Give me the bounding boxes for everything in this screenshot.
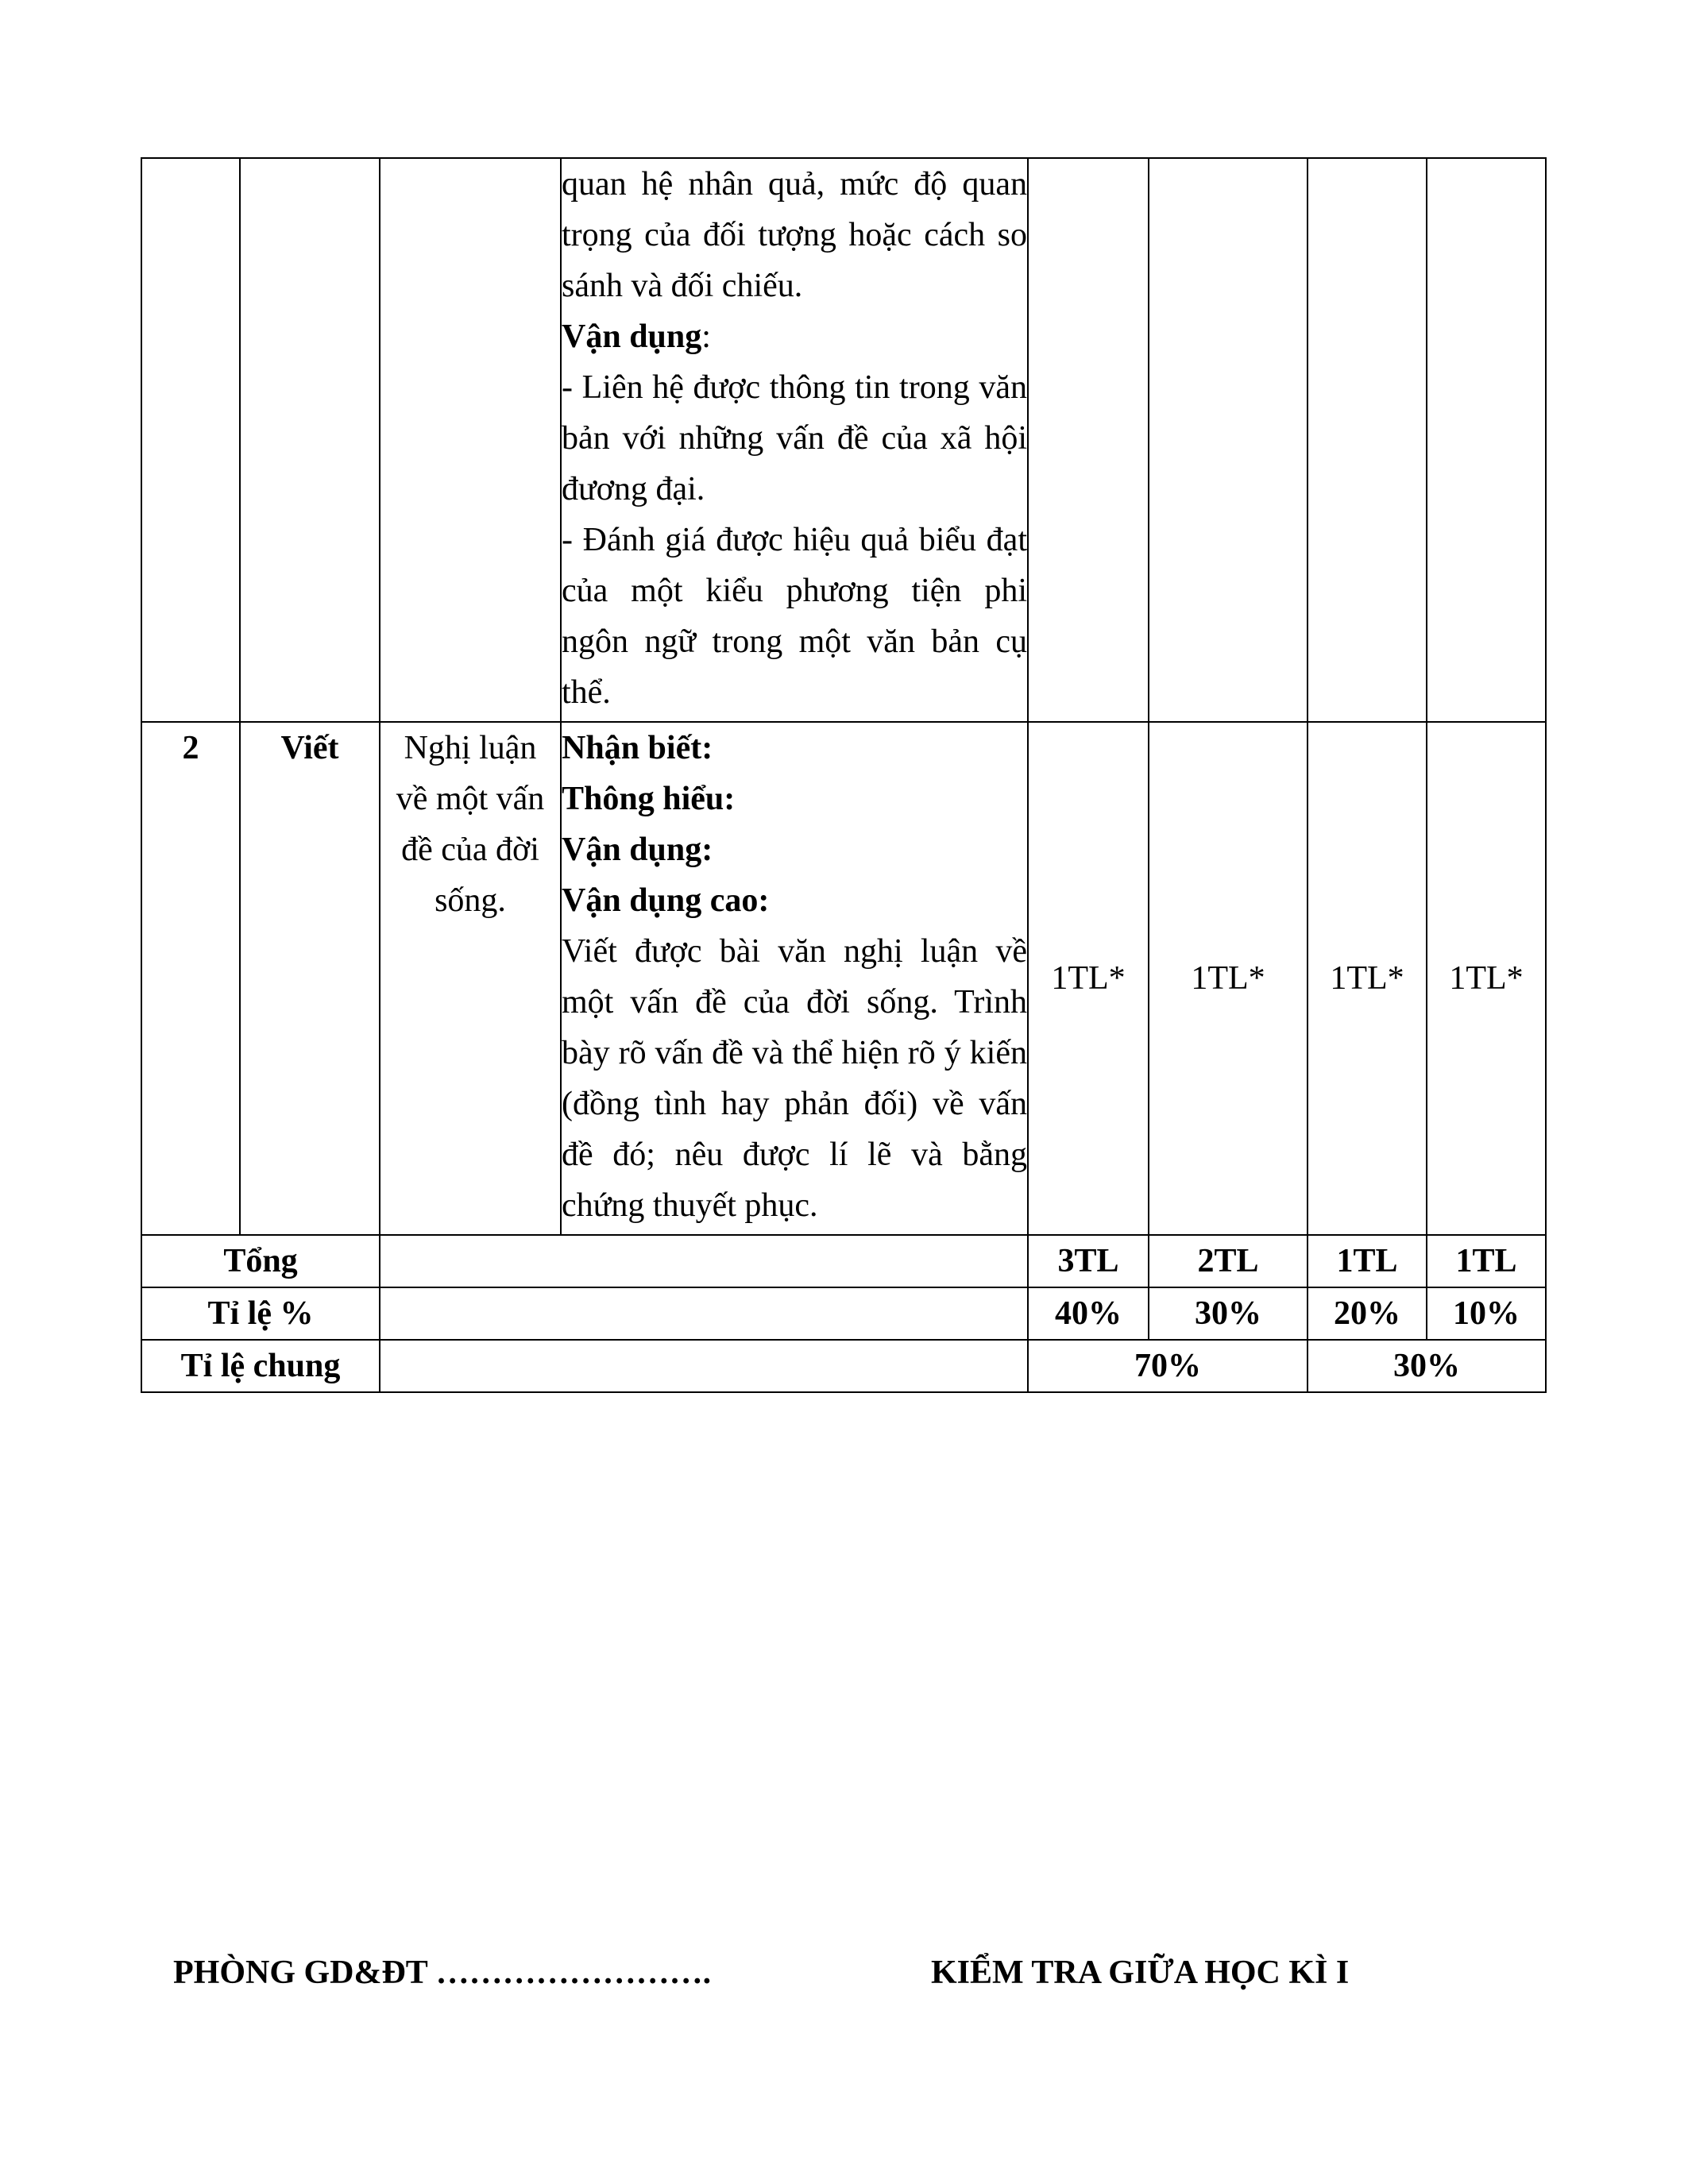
level-label: Vận dụng:: [562, 832, 713, 868]
ratio-value: 20%: [1308, 1287, 1427, 1340]
specification-matrix-table: [141, 157, 1547, 1393]
desc-line: - Liên hệ được thông tin trong văn bản với những vấn đề của xã hội đương đại.: [562, 369, 1027, 507]
table-row-viet: [141, 722, 1546, 1235]
overall-ratio-value: 70%: [1028, 1340, 1308, 1392]
description-cell: [561, 158, 1028, 722]
desc-line: [562, 311, 1027, 362]
ratio-value: 10%: [1427, 1287, 1546, 1340]
overall-ratio-label: Tỉ lệ chung: [141, 1340, 380, 1392]
total-value: 3TL: [1028, 1235, 1149, 1287]
count-cell: [1427, 158, 1546, 722]
total-label: Tổng: [141, 1235, 380, 1287]
table-row-overall-ratio: [141, 1340, 1546, 1392]
empty-cell: [380, 1340, 1028, 1392]
ratio-value: 30%: [1149, 1287, 1308, 1340]
ratio-value: 40%: [1028, 1287, 1149, 1340]
count-cell: 1TL*: [1427, 722, 1546, 1235]
level-label: Thông hiểu:: [562, 781, 736, 817]
count-cell: 1TL*: [1308, 722, 1427, 1235]
desc-text: Viết được bài văn nghị luận về một vấn đề của đời sống. Trình bày rõ vấn đề và thể hiện rõ ý kiến (đồng tình hay phản đối) về vấn đề đó; nêu được lí lẽ và bằng chứng thuyết phục.: [562, 933, 1027, 1224]
overall-ratio-value: 30%: [1308, 1340, 1546, 1392]
desc-line: quan hệ nhân quả, mức độ quan trọng của đối tượng hoặc cách so sánh và đối chiếu.: [562, 166, 1027, 304]
count-cell: [1308, 158, 1427, 722]
stt-cell: [141, 158, 240, 722]
skill-cell: [240, 158, 380, 722]
table-row-ratio: [141, 1287, 1546, 1340]
count-cell: [1149, 158, 1308, 722]
empty-cell: [380, 1287, 1028, 1340]
unit-cell: Nghị luận về một vấn đề của đời sống.: [380, 722, 561, 1235]
desc-line: - Đánh giá được hiệu quả biểu đạt của một kiểu phương tiện phi ngôn ngữ trong một văn bản cụ thể.: [562, 522, 1027, 711]
level-label: Nhận biết:: [562, 730, 713, 766]
count-cell: 1TL*: [1149, 722, 1308, 1235]
total-value: 2TL: [1149, 1235, 1308, 1287]
unit-cell: [380, 158, 561, 722]
department-heading: PHÒNG GD&ĐT …………………….: [173, 1954, 712, 1991]
total-value: 1TL: [1308, 1235, 1427, 1287]
table-row-total: [141, 1235, 1546, 1287]
skill-cell: Viết: [240, 722, 380, 1235]
description-cell: [561, 722, 1028, 1235]
count-cell: [1028, 158, 1149, 722]
table-row-continued: [141, 158, 1546, 722]
stt-cell: 2: [141, 722, 240, 1235]
total-value: 1TL: [1427, 1235, 1546, 1287]
ratio-label: Tỉ lệ %: [141, 1287, 380, 1340]
exam-title-heading: KIỂM TRA GIỮA HỌC KÌ I: [931, 1954, 1350, 1991]
level-suffix: :: [701, 318, 711, 355]
count-cell: 1TL*: [1028, 722, 1149, 1235]
level-label: Vận dụng: [562, 318, 702, 355]
level-label: Vận dụng cao:: [562, 882, 770, 919]
empty-cell: [380, 1235, 1028, 1287]
